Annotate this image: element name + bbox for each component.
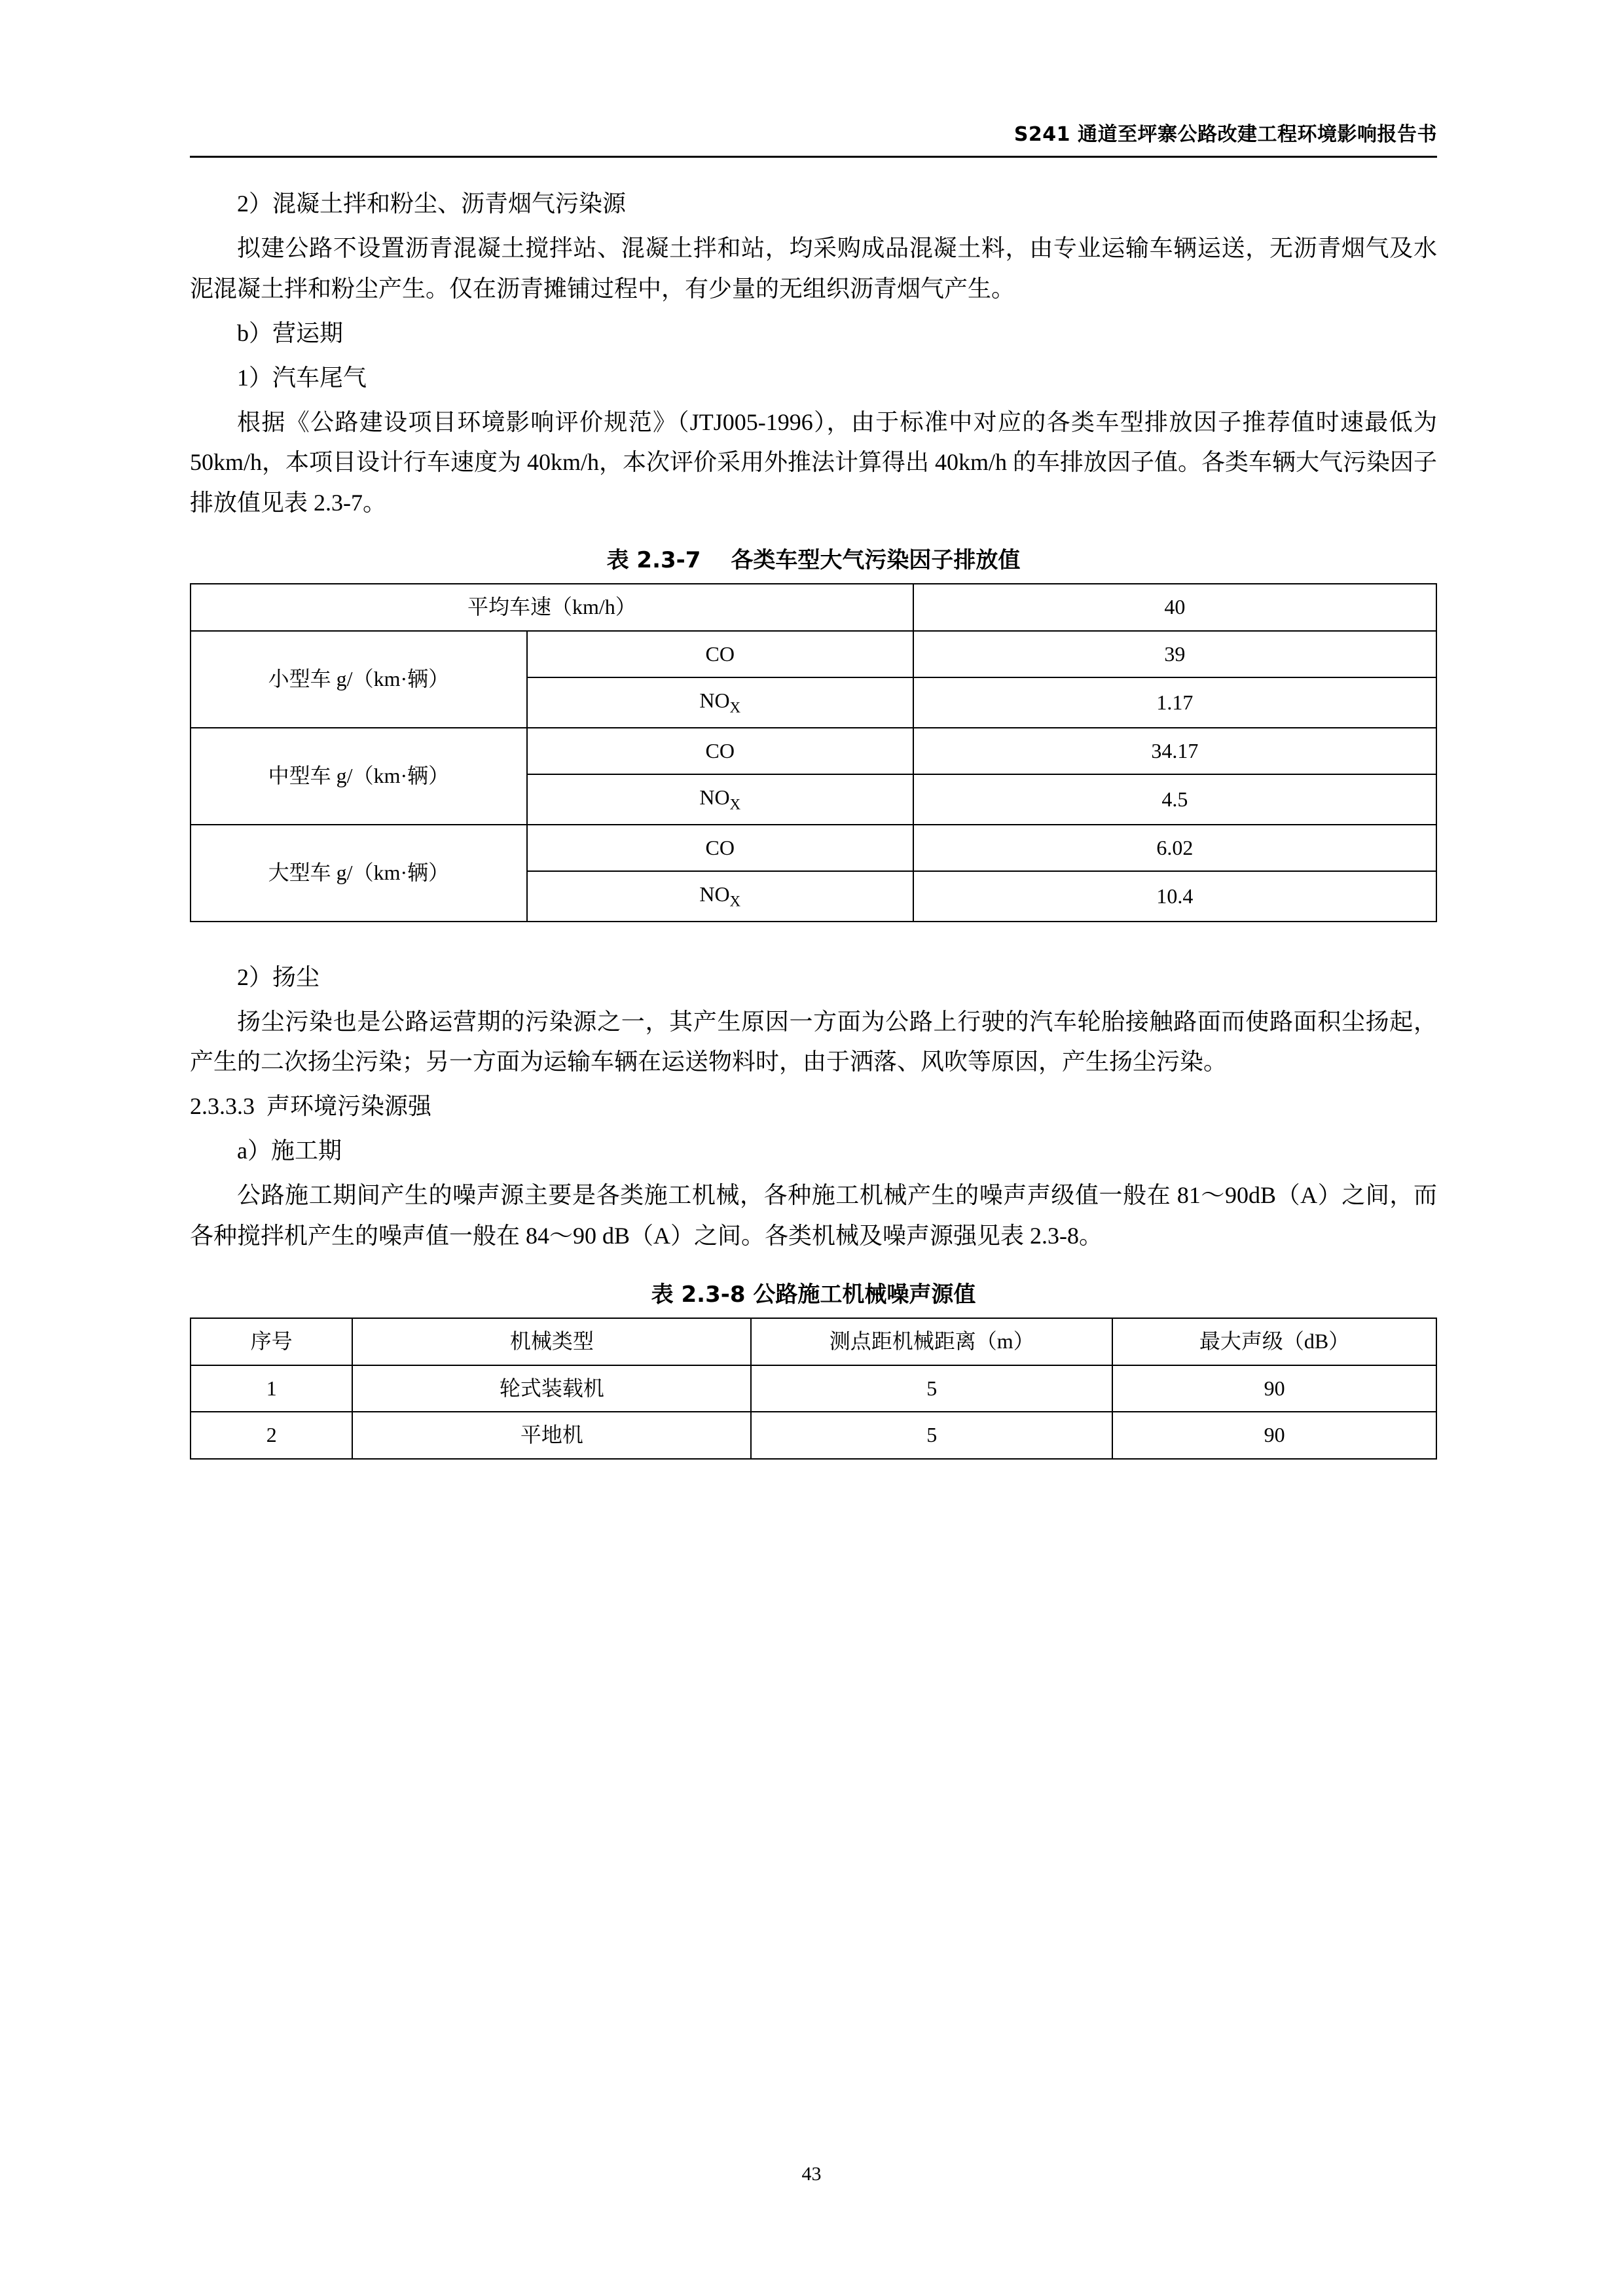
pollutant-base: NO [699,689,730,713]
table1-caption [190,542,1437,574]
paragraph-dust-heading: 2）扬尘 [237,963,320,990]
avg-speed-value: 40 [913,584,1436,631]
table-row [191,584,1436,631]
section-title: 声环境污染源强 [266,1093,432,1120]
paragraph-dust-body: 扬尘污染也是公路运营期的污染源之一，其产生原因一方面为公路上行驶的汽车轮胎接触路面而使路面积尘扬起，产生的二次扬尘污染；另一方面为运输车辆在运送物料时，由于洒落、风吹等原因，产生扬尘污染。 [190,1008,1437,1075]
cell-index: 2 [191,1412,352,1459]
pollutant-name: CO [527,728,913,775]
pollutant-value: 6.02 [913,825,1436,872]
header-divider [190,156,1437,158]
column-header-max-level: 最大声级（dB） [1112,1318,1436,1365]
pollutant-value: 4.5 [913,774,1436,824]
paragraph-construction-period-heading: a）施工期 [237,1138,342,1164]
pollutant-subscript: X [729,795,741,813]
pollutant-name [527,774,913,824]
paragraph-concrete-mixing-heading: 2）混凝土拌和粉尘、沥青烟气污染源 [237,190,627,217]
pollutant-base: NO [699,882,730,906]
paragraph-vehicle-exhaust-body: 根据《公路建设项目环境影响评价规范》（JTJ005-1996），由于标准中对应的各类车型排放因子推荐值时速最低为 50km/h，本项目设计行车速度为 40km/h，本次评价采用外推法计算得出 40km/h 的车排放因子值。各类车辆大气污染因子排放值见表 2.3-7。 [190,408,1438,516]
pollutant-name: CO [527,825,913,872]
vehicle-type-medium: 中型车 g/（km·辆） [191,728,527,825]
paragraph-construction-noise-body: 公路施工期间产生的噪声源主要是各类施工机械，各种施工机械产生的噪声声级值一般在 81～90dB（A）之间，而各种搅拌机产生的噪声值一般在 84～90 dB（A）之间。各类机械及噪声源强见表 2.3-8。 [190,1182,1437,1249]
column-header-index: 序号 [191,1318,352,1365]
header-title: S241 通道至坪寨公路改建工程环境影响报告书 [1013,123,1437,146]
cell-machine-type: 平地机 [352,1412,751,1459]
page-content [190,118,1437,1460]
pollutant-name [527,871,913,921]
cell-distance: 5 [751,1365,1112,1412]
table-row [191,728,1436,775]
cell-index: 1 [191,1365,352,1412]
vehicle-type-large: 大型车 g/（km·辆） [191,825,527,922]
paragraph-operation-period-heading: b）营运期 [237,319,344,346]
avg-speed-label: 平均车速（km/h） [191,584,913,631]
spacer [190,922,1437,958]
section-heading-acoustic [190,1086,1437,1127]
construction-noise-table [190,1318,1437,1460]
pollutant-base: NO [699,785,730,810]
cell-max-level: 90 [1112,1365,1436,1412]
table-row [191,631,1436,678]
cell-max-level: 90 [1112,1412,1436,1459]
column-header-machine-type: 机械类型 [352,1318,751,1365]
page-number: 43 [801,2163,822,2185]
section-number: 2.3.3.3 [190,1093,255,1120]
cell-distance: 5 [751,1412,1112,1459]
pollutant-subscript: X [729,892,741,910]
pollutant-subscript: X [729,698,741,716]
pollutant-value: 34.17 [913,728,1436,775]
table-row [191,1412,1436,1459]
table1-caption-title: 各类车型大气污染因子排放值 [731,547,1021,574]
pollutant-value: 10.4 [913,871,1436,921]
pollutant-value: 1.17 [913,677,1436,727]
cell-machine-type: 轮式装载机 [352,1365,751,1412]
paragraph-vehicle-exhaust-heading: 1）汽车尾气 [237,364,367,391]
table2-caption: 表 2.3-8 公路施工机械噪声源值 [651,1282,976,1308]
vehicle-type-small: 小型车 g/（km·辆） [191,631,527,728]
column-header-distance: 测点距机械距离（m） [751,1318,1112,1365]
table-row [191,825,1436,872]
table-row [191,1365,1436,1412]
table1-caption-label: 表 2.3-7 [606,547,701,574]
pollutant-name [527,677,913,727]
pollutant-value: 39 [913,631,1436,678]
pollutant-name: CO [527,631,913,678]
emission-factor-table [190,583,1437,922]
paragraph-concrete-mixing-body: 拟建公路不设置沥青混凝土搅拌站、混凝土拌和站，均采购成品混凝土料，由专业运输车辆运送，无沥青烟气及水泥混凝土拌和粉尘产生。仅在沥青摊铺过程中，有少量的无组织沥青烟气产生。 [190,234,1437,302]
page-header [190,118,1437,156]
table-header-row [191,1318,1436,1365]
